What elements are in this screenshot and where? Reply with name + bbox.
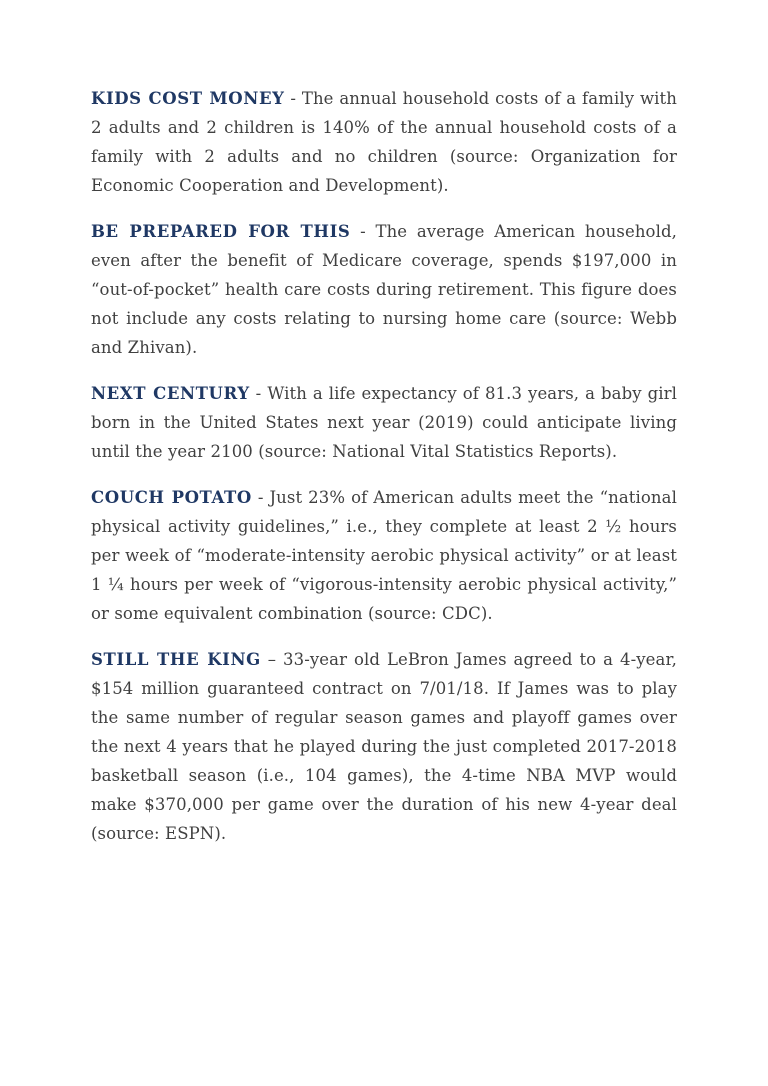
fact-body: 33-year old LeBron James agreed to a 4-year, $154 million guaranteed contract on 7/01/18. If James was to play the same number of regular season games and playoff games over the next 4 years that he played during the just completed 2017-2018 basketball season (i.e., 104 games), the 4-time NBA MVP would make $370,000 per game over the duration of his new 4-year deal (source: ESPN). — [91, 650, 677, 843]
heading-separator: - — [251, 488, 270, 507]
fact-body: Just 23% of American adults meet the “national physical activity guidelines,” i.e., they complete at least 2 ½ hours per week of “moderate-intensity aerobic physical activity” or at least 1 ¼ hours per week of “vigorous-intensity aerobic physical activity,” or some equivalent combination (source: CDC). — [91, 488, 677, 623]
fact-paragraph-still-the-king — [91, 645, 677, 848]
fact-heading: STILL THE KING — [91, 650, 261, 669]
fact-paragraph-kids-cost-money — [91, 84, 677, 200]
heading-separator: - — [350, 222, 376, 241]
heading-separator: – — [260, 650, 284, 669]
fact-paragraph-be-prepared — [91, 217, 677, 362]
fact-paragraph-next-century — [91, 379, 677, 466]
heading-separator: - — [284, 89, 302, 108]
fact-paragraph-couch-potato — [91, 483, 677, 628]
fact-heading: BE PREPARED FOR THIS — [91, 222, 351, 241]
fact-body: The average American household, even after the benefit of Medicare coverage, spends $197,000 in “out-of-pocket” health care costs during retirement. This figure does not include any costs relating to nursing home care (source: Webb and Zhivan). — [91, 222, 677, 357]
heading-separator: - — [249, 384, 268, 403]
fact-body: With a life expectancy of 81.3 years, a baby girl born in the United States next year (2019) could anticipate living until the year 2100 (source: National Vital Statistics Reports). — [91, 384, 678, 461]
fact-heading: NEXT CENTURY — [91, 384, 250, 403]
fact-heading: COUCH POTATO — [91, 488, 252, 507]
fact-body: The annual household costs of a family with 2 adults and 2 children is 140% of the annual household costs of a family with 2 adults and no children (source: Organization for Economic Cooperation and Development). — [91, 89, 677, 195]
fact-heading: KIDS COST MONEY — [91, 89, 285, 108]
